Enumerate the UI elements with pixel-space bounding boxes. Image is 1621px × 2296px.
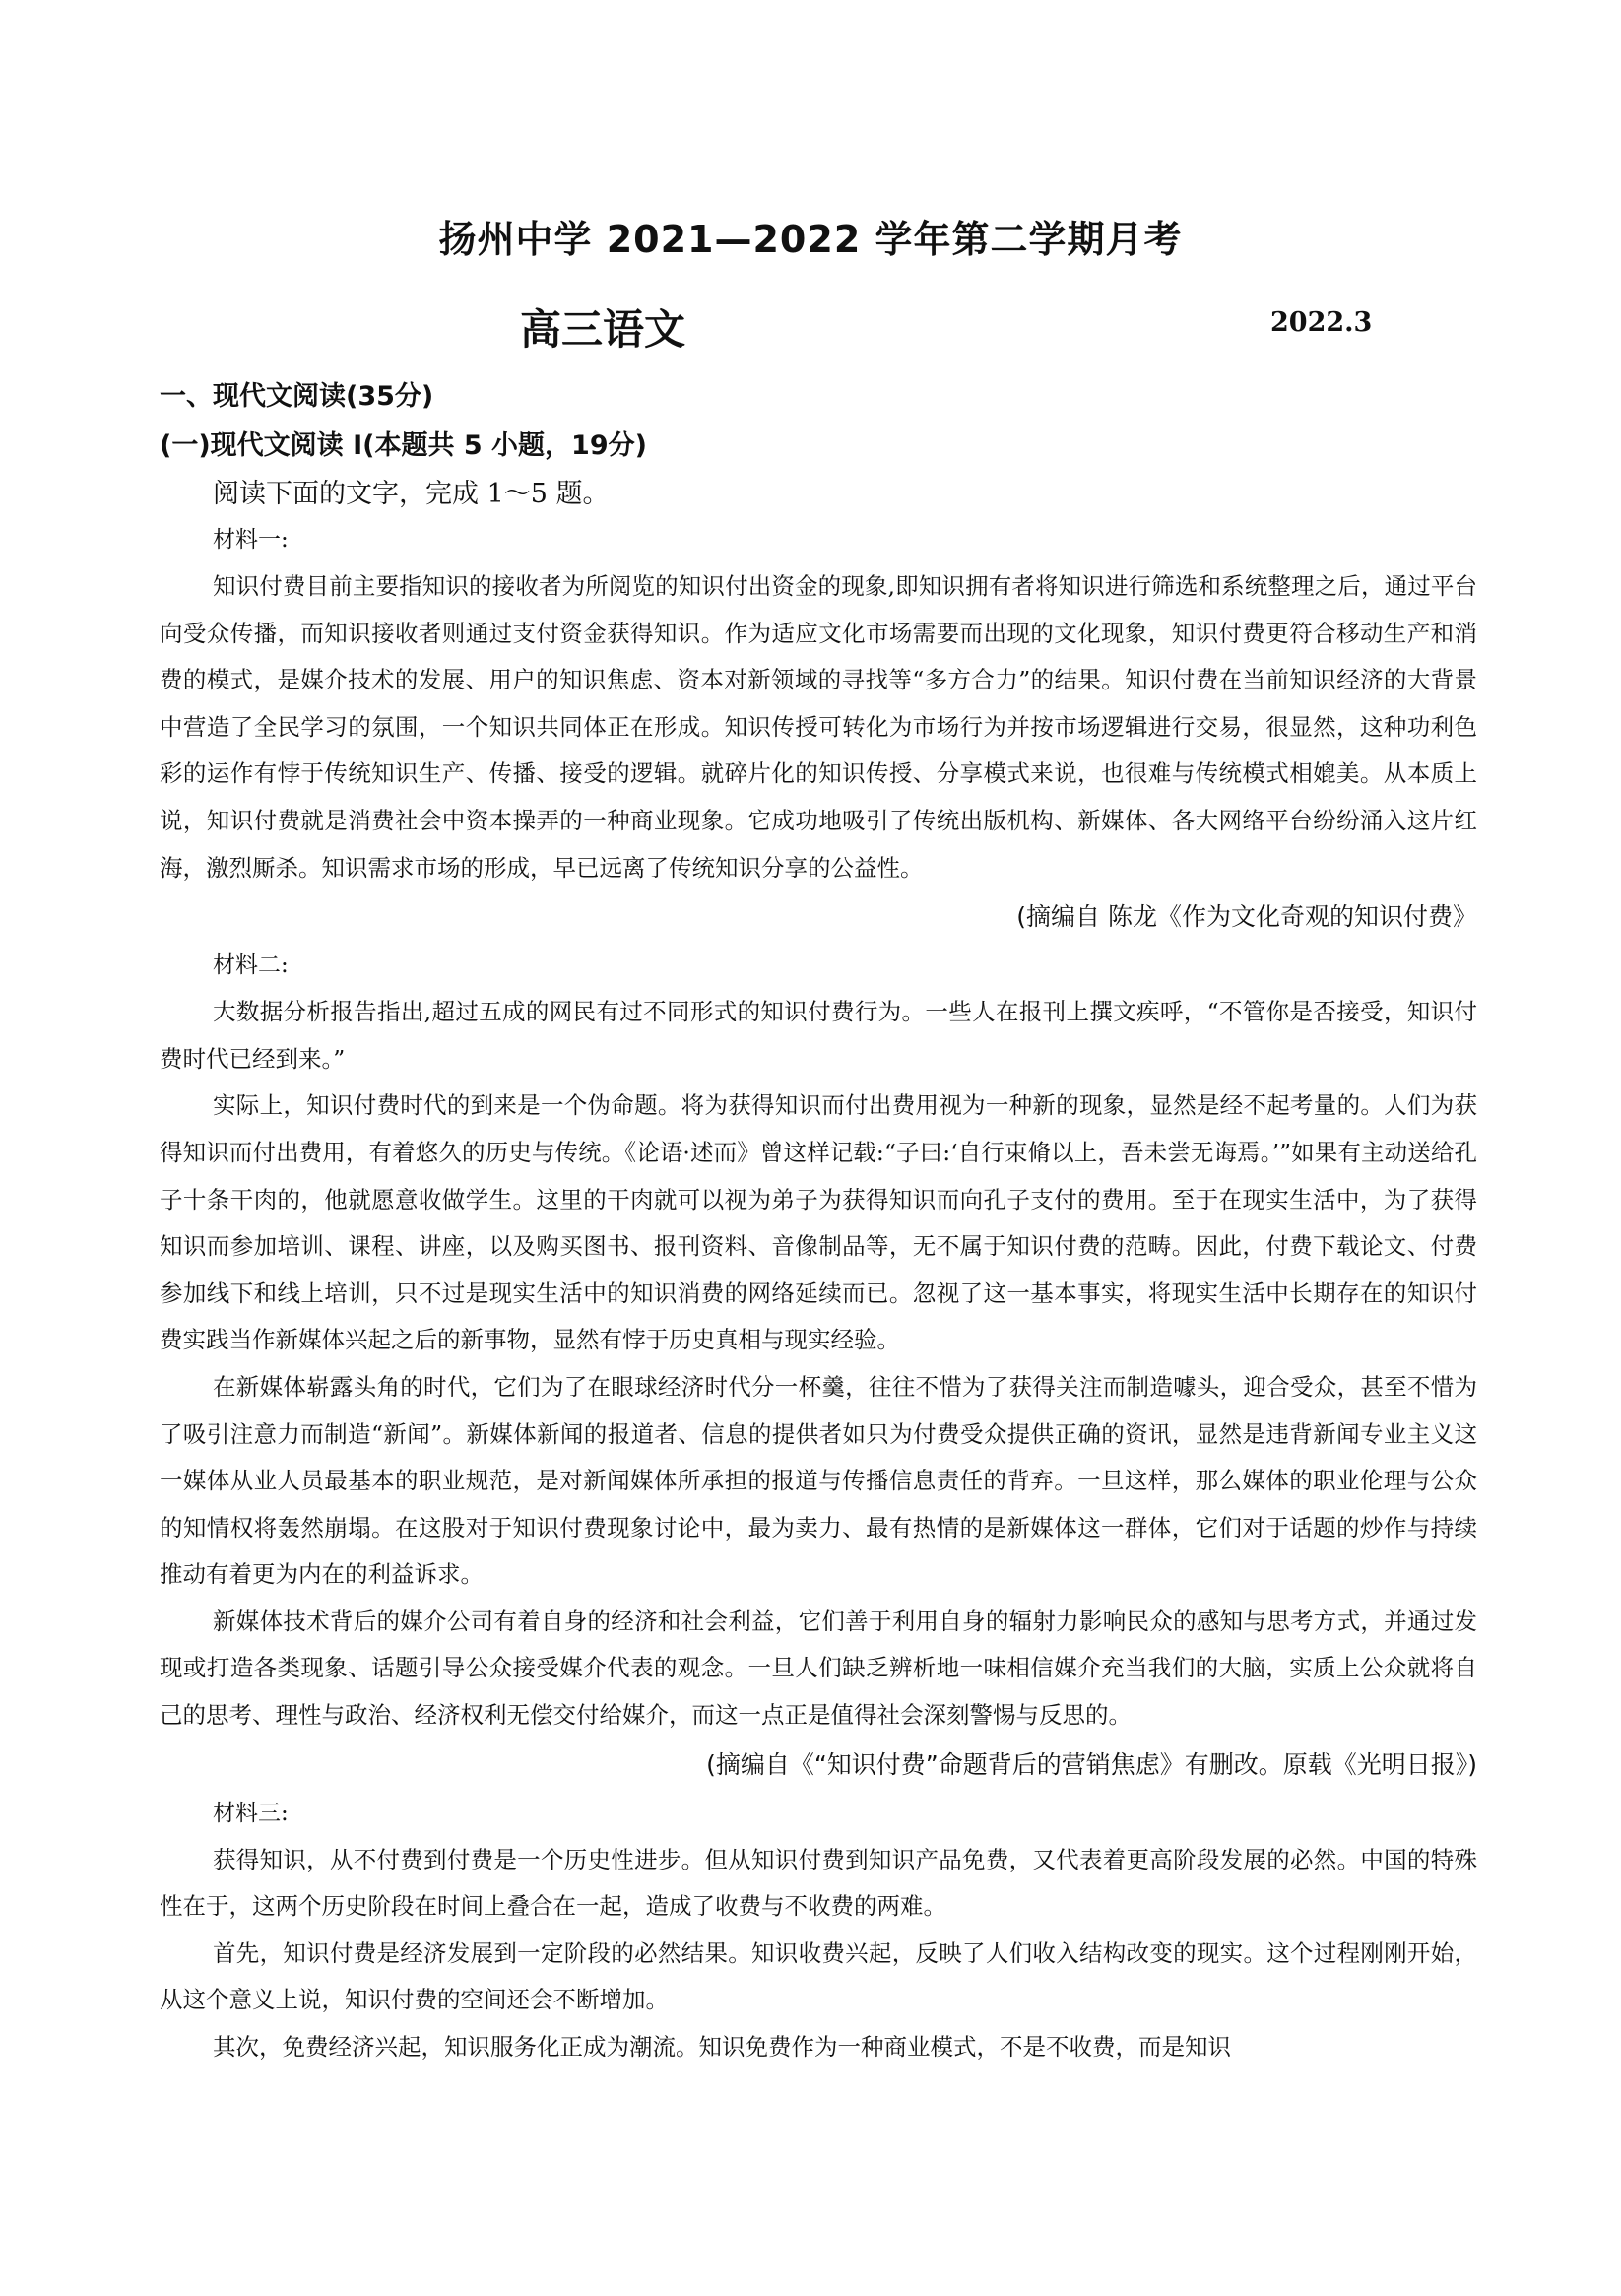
material-1-source: (摘编自 陈龙《作为文化奇观的知识付费》: [1016, 902, 1477, 932]
section-sub-heading: (一)现代文阅读 I(本题共 5 小题，19分): [160, 430, 647, 461]
exam-title: 扬州中学 2021—2022 学年第二学期月考: [438, 218, 1183, 261]
material-2-source: (摘编自《“知识付费”命题背后的营销焦虑》有删改。原载《光明日报》): [706, 1749, 1477, 1779]
material-3-paragraph: 其次，免费经济兴起，知识服务化正成为潮流。知识免费作为一种商业模式，不是不收费，而是知识: [213, 2033, 1231, 2062]
section-heading: 一、现代文阅读(35分): [160, 381, 434, 412]
material-3-paragraph: 获得知识，从不付费到付费是一个历史性进步。但从知识付费到知识产品免费，又代表着更高阶段发展的必然。中国的特殊性在于，这两个历史阶段在时间上叠合在一起，造成了收费与不收费的两难。: [160, 1845, 1477, 1921]
material-1-label: 材料一:: [213, 527, 289, 553]
material-3-label: 材料三:: [213, 1800, 289, 1826]
material-2-label: 材料二:: [213, 952, 289, 979]
instruction-text: 阅读下面的文字，完成 1～5 题。: [213, 479, 610, 509]
material-2-paragraph: 在新媒体崭露头角的时代，它们为了在眼球经济时代分一杯羹，往往不惜为了获得关注而制造噱头，迎合受众，甚至不惜为了吸引注意力而制造“新闻”。新媒体新闻的报道者、信息的提供者如只为付费受众提供正确的资讯，显然是违背新闻专业主义这一媒体从业人员最基本的职业规范，是对新闻媒体所承担的报道与传播信息责任的背弃。一旦这样，那么媒体的职业伦理与公众的知情权将轰然崩塌。在这股对于知识付费现象讨论中，最为卖力、最有热情的是新媒体这一群体，它们对于话题的炒作与持续推动有着更为内在的利益诉求。: [160, 1372, 1477, 1589]
material-2-paragraph: 大数据分析报告指出,超过五成的网民有过不同形式的知识付费行为。一些人在报刊上撰文疾呼，“不管你是否接受，知识付费时代已经到来。”: [160, 998, 1477, 1073]
exam-content: [160, 372, 1477, 2071]
exam-date: 2022.3: [1270, 307, 1373, 338]
material-3-paragraph: 首先，知识付费是经济发展到一定阶段的必然结果。知识收费兴起，反映了人们收入结构改变的现实。这个过程刚刚开始，从这个意义上说，知识付费的空间还会不断增加。: [160, 1938, 1477, 2014]
exam-subtitle: 高三语文: [520, 305, 686, 354]
material-2-paragraph: 实际上，知识付费时代的到来是一个伪命题。将为获得知识而付出费用视为一种新的现象，显然是经不起考量的。人们为获得知识而付出费用，有着悠久的历史与传统。《论语·述而》曾这样记载:“子曰:‘自行束脩以上，吾未尝无诲焉。’”如果有主动送给孔子十条干肉的，他就愿意收做学生。这里的干肉就可以视为弟子为获得知识而向孔子支付的费用。至于在现实生活中，为了获得知识而参加培训、课程、讲座，以及购买图书、报刊资料、音像制品等，无不属于知识付费的范畴。因此，付费下载论文、付费参加线下和线上培训，只不过是现实生活中的知识消费的网络延续而已。忽视了这一基本事实，将现实生活中长期存在的知识付费实践当作新媒体兴起之后的新事物，显然有悖于历史真相与现实经验。: [160, 1091, 1477, 1354]
material-2-paragraph: 新媒体技术背后的媒介公司有着自身的经济和社会利益，它们善于利用自身的辐射力影响民众的感知与思考方式，并通过发现或打造各类现象、话题引导公众接受媒介代表的观念。一旦人们缺乏辨析地一味相信媒介充当我们的大脑，实质上公众就将自己的思考、理性与政治、经济权利无偿交付给媒介，而这一点正是值得社会深刻警惕与反思的。: [160, 1607, 1477, 1730]
material-1-paragraph: 知识付费目前主要指知识的接收者为所阅览的知识付出资金的现象,即知识拥有者将知识进行筛选和系统整理之后，通过平台向受众传播，而知识接收者则通过支付资金获得知识。作为适应文化市场需要而出现的文化现象，知识付费更符合移动生产和消费的模式，是媒介技术的发展、用户的知识焦虑、资本对新领域的寻找等“多方合力”的结果。知识付费在当前知识经济的大背景中营造了全民学习的氛围，一个知识共同体正在形成。知识传授可转化为市场行为并按市场逻辑进行交易，很显然，这种功利色彩的运作有悖于传统知识生产、传播、接受的逻辑。就碎片化的知识传授、分享模式来说，也很难与传统模式相媲美。从本质上说，知识付费就是消费社会中资本操弄的一种商业现象。它成功地吸引了传统出版机构、新媒体、各大网络平台纷纷涌入这片红海，激烈厮杀。知识需求市场的形成，早已远离了传统知识分享的公益性。: [160, 572, 1477, 882]
